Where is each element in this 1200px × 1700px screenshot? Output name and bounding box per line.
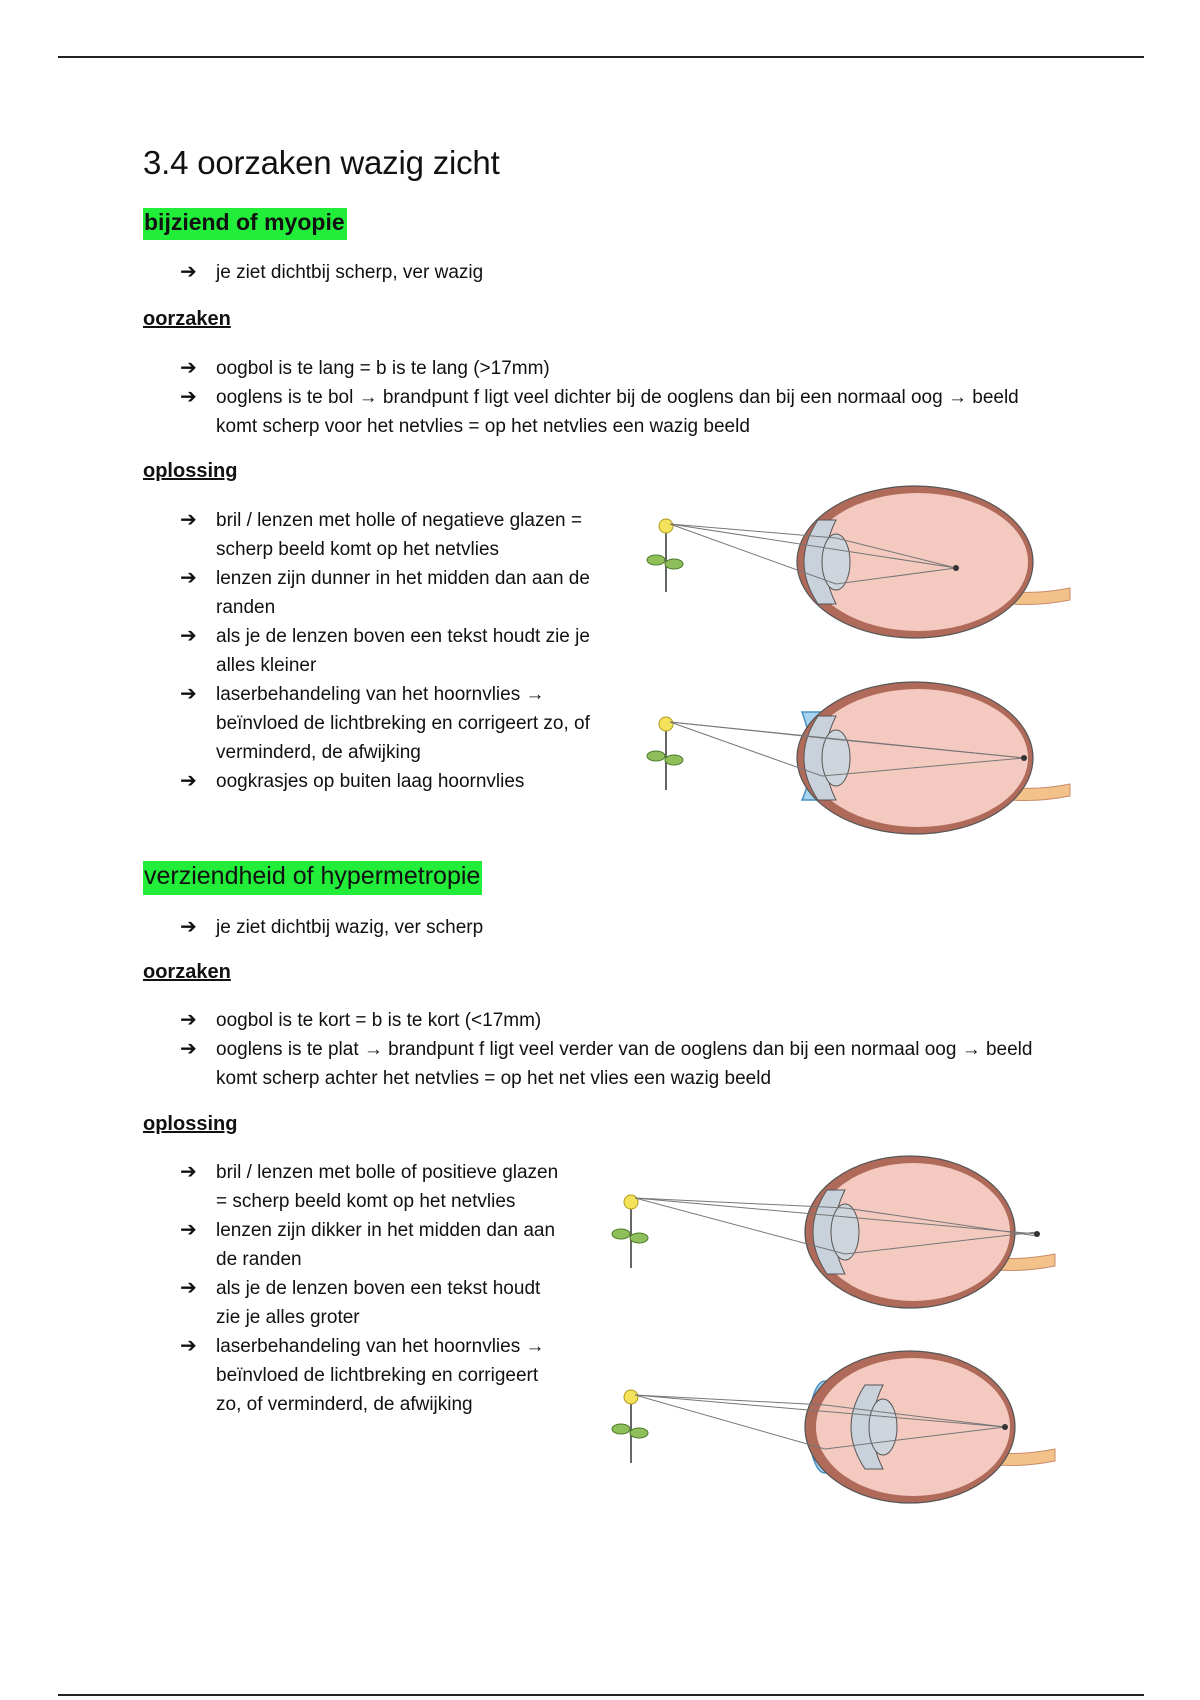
myopia-causes-list	[180, 354, 1040, 441]
myopia-intro-list	[180, 258, 1080, 287]
arrow-icon: ➔	[180, 770, 197, 792]
list-item: ➔ oogkrasjes op buiten laag hoornvlies	[180, 767, 610, 796]
list-item: ➔ lenzen zijn dunner in het midden dan aan de randen	[180, 564, 610, 622]
arrow-icon: ➔	[180, 357, 197, 379]
eyeball-icon	[797, 682, 1070, 834]
footer-rule	[58, 1694, 1144, 1696]
arrow-icon: ➔	[180, 683, 197, 705]
arrow-icon: ➔	[180, 1277, 197, 1299]
myopia-solution-label: oplossing	[143, 460, 238, 482]
arrow-icon: ➔	[180, 1219, 197, 1241]
arrow-icon: ➔	[180, 261, 197, 283]
list-item: ➔ laserbehandeling van het hoornvlies → beïnvloed de lichtbreking en corrigeert zo, of verminderd, de afwijking	[180, 1332, 560, 1419]
list-item: ➔ je ziet dichtbij scherp, ver wazig	[180, 258, 1080, 287]
arrow-icon: ➔	[180, 916, 197, 938]
hyperopia-eye-diagram-corrected	[605, 1345, 1065, 1510]
hyperopia-solution-label: oplossing	[143, 1113, 238, 1135]
list-item: ➔ oogbol is te kort = b is te kort (<17mm)	[180, 1006, 1050, 1035]
arrow-icon: ➔	[180, 386, 197, 408]
hyperopia-eye-diagram-uncorrected	[605, 1150, 1065, 1315]
flower-icon	[647, 717, 683, 790]
arrow-icon: ➔	[180, 1009, 197, 1031]
hyperopia-solution-list	[180, 1158, 560, 1419]
myopia-eye-diagram-corrected	[640, 676, 1080, 841]
myopia-solution-list	[180, 506, 610, 796]
section-heading-myopia: bijziend of myopie	[143, 208, 347, 240]
list-item: ➔ als je de lenzen boven een tekst houdt zie je alles kleiner	[180, 622, 610, 680]
hyperopia-causes-list	[180, 1006, 1050, 1093]
arrow-icon: ➔	[180, 1161, 197, 1183]
arrow-icon: ➔	[180, 567, 197, 589]
flower-icon	[612, 1195, 648, 1268]
list-item: ➔ lenzen zijn dikker in het midden dan aan de randen	[180, 1216, 560, 1274]
hyperopia-causes-label: oorzaken	[143, 961, 231, 983]
myopia-eye-diagram-uncorrected	[640, 480, 1080, 645]
flower-icon	[647, 519, 683, 592]
list-item: ➔ bril / lenzen met bolle of positieve glazen = scherp beeld komt op het netvlies	[180, 1158, 560, 1216]
arrow-icon: ➔	[180, 1335, 197, 1357]
list-item: ➔ ooglens is te bol → brandpunt f ligt veel dichter bij de ooglens dan bij een normaal oog → beeld komt scherp voor het netvlies = op het netvlies een wazig beeld	[180, 383, 1040, 441]
list-item: ➔ laserbehandeling van het hoornvlies → beïnvloed de lichtbreking en corrigeert zo, of verminderd, de afwijking	[180, 680, 610, 767]
eyeball-icon	[805, 1351, 1055, 1503]
myopia-causes-label: oorzaken	[143, 308, 231, 330]
list-item: ➔ als je de lenzen boven een tekst houdt zie je alles groter	[180, 1274, 560, 1332]
list-item: ➔ bril / lenzen met holle of negatieve glazen = scherp beeld komt op het netvlies	[180, 506, 610, 564]
arrow-icon: ➔	[180, 509, 197, 531]
flower-icon	[612, 1390, 648, 1463]
header-rule	[58, 56, 1144, 58]
arrow-icon: ➔	[180, 625, 197, 647]
list-item: ➔ ooglens is te plat → brandpunt f ligt veel verder van de ooglens dan bij een normaal oog → beeld komt scherp achter het netvlies = op het net vlies een wazig beeld	[180, 1035, 1050, 1093]
page-title: 3.4 oorzaken wazig zicht	[143, 144, 500, 181]
hyperopia-intro-list	[180, 913, 1080, 942]
list-item: ➔ je ziet dichtbij wazig, ver scherp	[180, 913, 1080, 942]
list-item: ➔ oogbol is te lang = b is te lang (>17mm)	[180, 354, 1040, 383]
arrow-icon: ➔	[180, 1038, 197, 1060]
section-heading-hyperopia: verziendheid of hypermetropie	[143, 861, 482, 895]
